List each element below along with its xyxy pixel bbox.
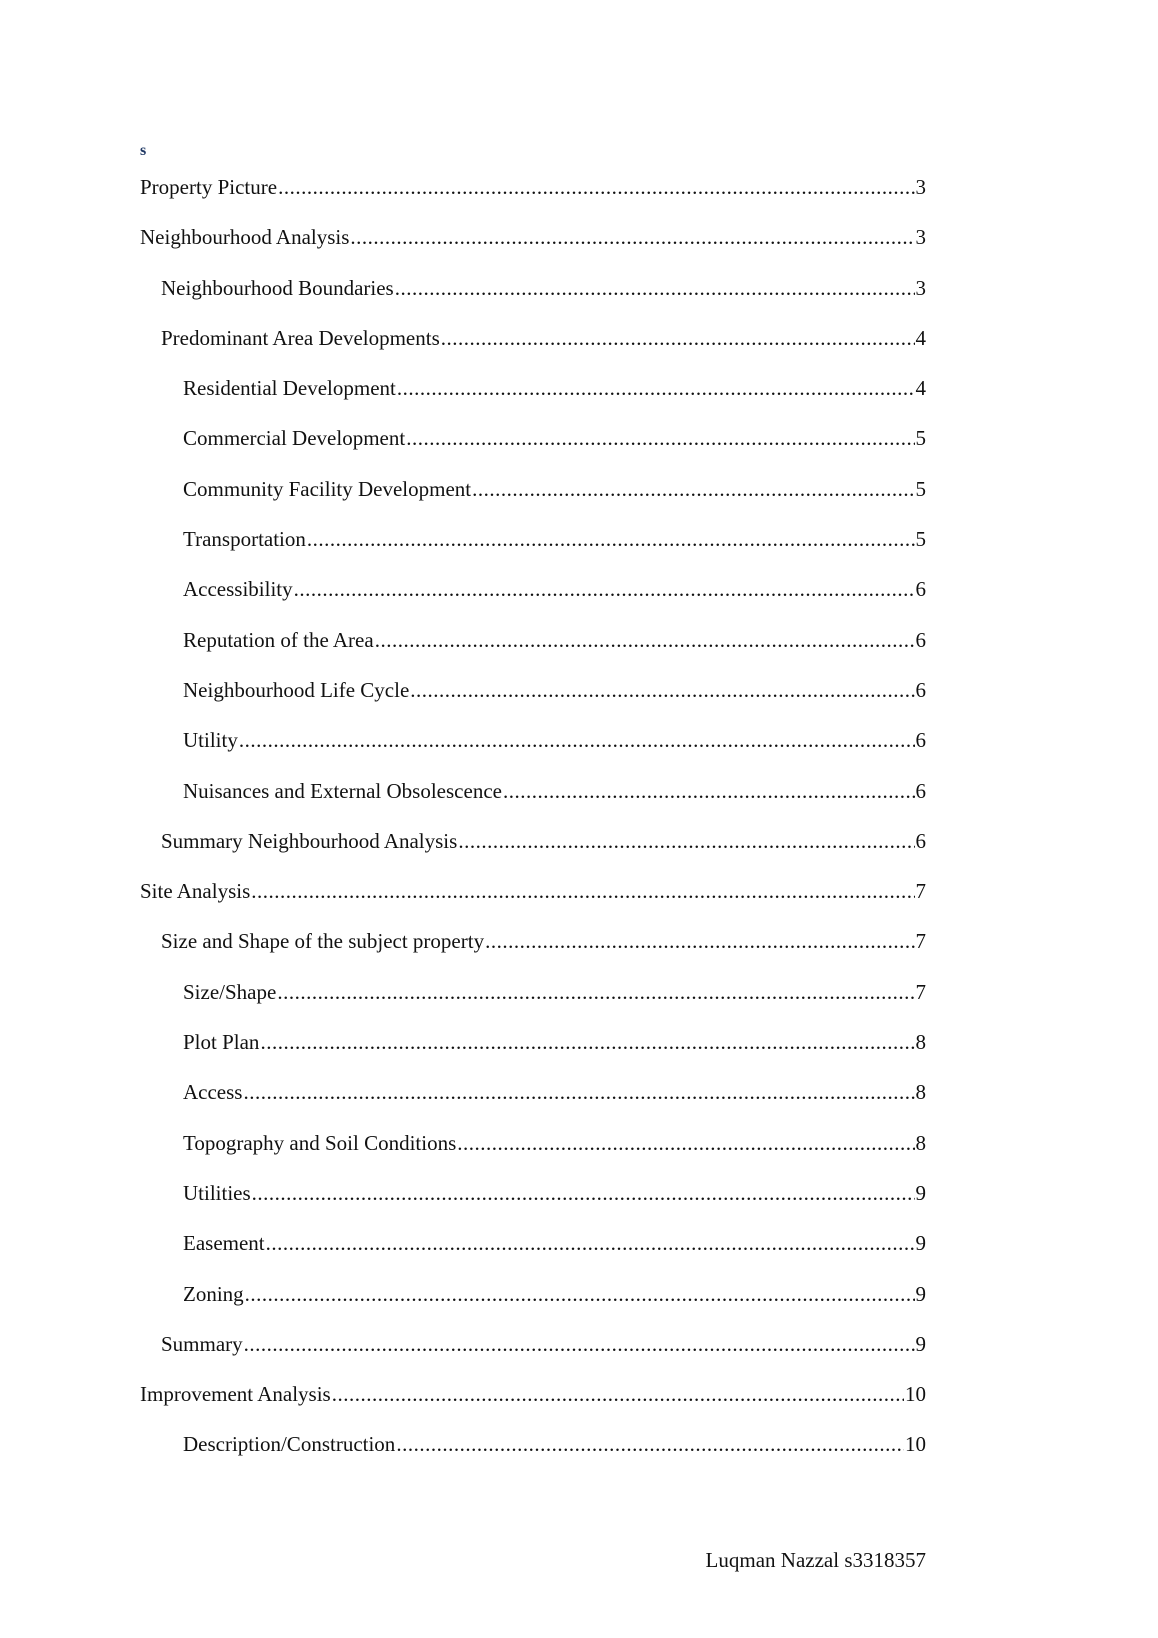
toc-entry-page-number: 8 [915, 1130, 926, 1155]
toc-entry-page-number: 3 [915, 175, 926, 199]
toc-entry[interactable] [140, 628, 926, 678]
toc-dot-leader [244, 1332, 915, 1356]
toc-entry[interactable] [140, 326, 926, 376]
toc-entry[interactable] [140, 829, 926, 879]
toc-entry-page-number: 3 [915, 225, 926, 250]
toc-entry[interactable] [140, 1080, 926, 1130]
toc-entry-title: Easement [183, 1231, 265, 1256]
toc-dot-leader [260, 1030, 914, 1054]
toc-entry[interactable] [140, 1181, 926, 1231]
toc-entry[interactable] [140, 1231, 926, 1281]
toc-entry-page-number: 6 [915, 577, 926, 602]
toc-entry-page-number: 8 [915, 1080, 926, 1105]
toc-entry-title: Community Facility Development [183, 476, 472, 501]
toc-dot-leader [472, 477, 914, 501]
toc-entry[interactable] [140, 1332, 926, 1382]
toc-entry-title: Residential Development [183, 376, 396, 401]
toc-entry-title: Summary Neighbourhood Analysis [161, 828, 458, 853]
toc-entry[interactable] [140, 1432, 926, 1482]
toc-dot-leader [457, 1131, 914, 1155]
toc-dot-leader [277, 980, 914, 1004]
toc-entry-title: Accessibility [183, 577, 293, 602]
toc-entry-title: Neighbourhood Analysis [140, 225, 350, 250]
toc-entry[interactable] [140, 1382, 926, 1432]
toc-entry-title: Neighbourhood Life Cycle [183, 677, 410, 702]
toc-entry[interactable] [140, 1030, 926, 1080]
toc-entry-title: Predominant Area Developments [161, 325, 440, 350]
toc-entry-title: Utilities [183, 1180, 251, 1205]
toc-entry-page-number: 9 [915, 1331, 926, 1356]
toc-entry-title: Property Picture [140, 175, 278, 199]
toc-entry-title: Size/Shape [183, 979, 277, 1004]
toc-dot-leader [266, 1231, 915, 1255]
toc-entry[interactable] [140, 276, 926, 326]
toc-dot-leader [375, 628, 915, 652]
toc-entry-page-number: 6 [915, 828, 926, 853]
toc-entry[interactable] [140, 175, 926, 225]
toc-entry-title: Transportation [183, 527, 306, 552]
page-footer: Luqman Nazzal s3318357 [705, 1548, 926, 1572]
toc-dot-leader [503, 779, 915, 803]
toc-entry-page-number: 3 [915, 275, 926, 300]
toc-entry-title: Nuisances and External Obsolescence [183, 778, 502, 803]
toc-entry-title: Access [183, 1080, 243, 1105]
toc-entry-title: Topography and Soil Conditions [183, 1130, 457, 1155]
toc-entry-page-number: 7 [915, 929, 926, 954]
toc-dot-leader [397, 376, 915, 400]
toc-entry[interactable] [140, 779, 926, 829]
toc-entry-page-number: 10 [905, 1382, 926, 1407]
toc-entry-page-number: 7 [915, 879, 926, 904]
toc-dot-leader [410, 678, 914, 702]
toc-entry-title: Site Analysis [140, 879, 251, 904]
toc-entry[interactable] [140, 426, 926, 476]
toc-entry-title: Description/Construction [183, 1432, 396, 1457]
toc-entry-page-number: 4 [915, 376, 926, 401]
toc-dot-leader [251, 879, 914, 903]
toc-entry-title: Commercial Development [183, 426, 406, 451]
toc-entry[interactable] [140, 376, 926, 426]
toc-dot-leader [245, 1282, 915, 1306]
toc-entry-title: Summary [161, 1331, 243, 1356]
toc-dot-leader [278, 175, 914, 199]
toc-entry-page-number: 9 [915, 1180, 926, 1205]
toc-entry[interactable] [140, 1131, 926, 1181]
toc-entry[interactable] [140, 980, 926, 1030]
toc-entry-page-number: 6 [915, 778, 926, 803]
toc-dot-leader [441, 326, 915, 350]
toc-dot-leader [239, 728, 915, 752]
toc-dot-leader [458, 829, 914, 853]
toc-entry-page-number: 9 [915, 1281, 926, 1306]
toc-dot-leader [406, 426, 914, 450]
toc-entry-title: Improvement Analysis [140, 1382, 331, 1407]
table-of-contents [140, 175, 926, 1483]
toc-entry-page-number: 5 [915, 426, 926, 451]
toc-entry-title: Neighbourhood Boundaries [161, 275, 394, 300]
toc-entry[interactable] [140, 1282, 926, 1332]
toc-entry-title: Zoning [183, 1281, 244, 1306]
toc-entry-page-number: 8 [915, 1030, 926, 1055]
toc-entry[interactable] [140, 678, 926, 728]
toc-dot-leader [307, 527, 915, 551]
toc-entry-title: Utility [183, 728, 238, 753]
toc-entry[interactable] [140, 879, 926, 929]
toc-entry[interactable] [140, 728, 926, 778]
toc-entry-page-number: 5 [915, 527, 926, 552]
toc-entry[interactable] [140, 477, 926, 527]
toc-entry-page-number: 6 [915, 627, 926, 652]
toc-entry-page-number: 9 [915, 1231, 926, 1256]
toc-dot-leader [243, 1080, 914, 1104]
toc-dot-leader [485, 929, 914, 953]
toc-entry-page-number: 5 [915, 476, 926, 501]
toc-entry-page-number: 10 [905, 1432, 926, 1457]
toc-entry-title: Plot Plan [183, 1030, 260, 1055]
toc-dot-leader [294, 577, 915, 601]
toc-entry[interactable] [140, 225, 926, 275]
toc-entry-page-number: 6 [915, 677, 926, 702]
toc-dot-leader [350, 225, 914, 249]
toc-entry-title: Reputation of the Area [183, 627, 374, 652]
toc-entry-page-number: 7 [915, 979, 926, 1004]
toc-heading: s [140, 142, 147, 159]
toc-dot-leader [396, 1432, 904, 1456]
toc-entry[interactable] [140, 577, 926, 627]
toc-dot-leader [332, 1382, 904, 1406]
toc-entry-page-number: 6 [915, 728, 926, 753]
toc-entry-page-number: 4 [915, 325, 926, 350]
toc-dot-leader [252, 1181, 915, 1205]
toc-entry-title: Size and Shape of the subject property [161, 929, 485, 954]
toc-entry[interactable] [140, 929, 926, 979]
toc-entry[interactable] [140, 527, 926, 577]
toc-dot-leader [395, 276, 915, 300]
